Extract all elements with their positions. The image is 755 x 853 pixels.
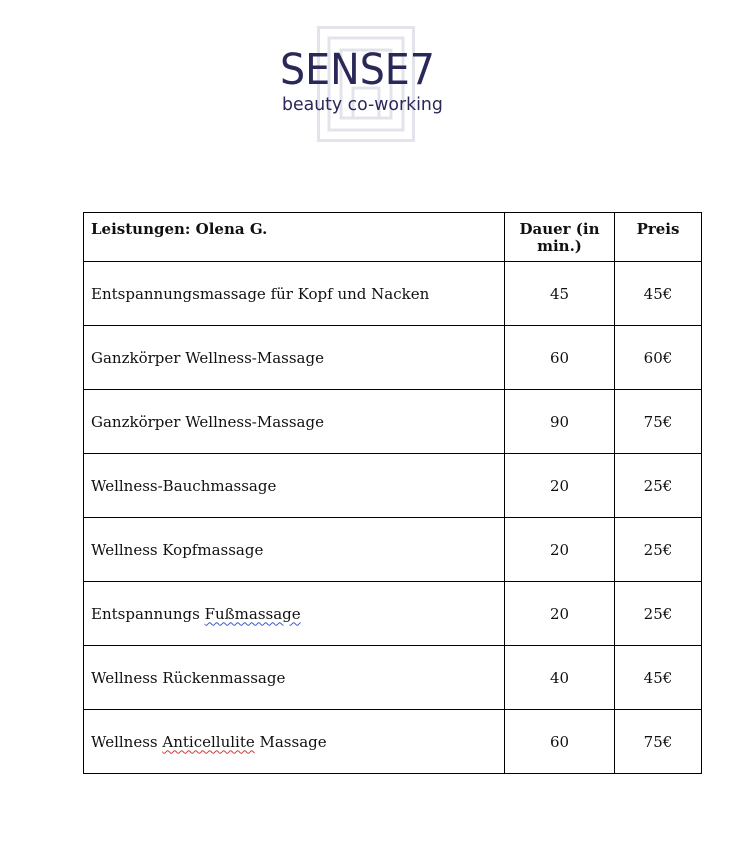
service-name-part: Wellness [91,732,163,751]
service-cell [84,454,505,518]
table-row [84,518,702,582]
service-name: Ganzkörper Wellness-Massage [91,412,324,431]
price-cell: 25€ [615,454,702,518]
table-row [84,326,702,390]
service-name: Wellness-Bauchmassage [91,476,277,495]
service-cell [84,390,505,454]
duration-cell: 45 [505,262,615,326]
service-name: Wellness Kopfmassage [91,540,264,559]
table-row [84,390,702,454]
price-cell: 75€ [615,710,702,774]
service-name: Wellness Rückenmassage [91,668,286,687]
table-row [84,646,702,710]
duration-cell: 40 [505,646,615,710]
service-cell [84,582,505,646]
service-cell [84,710,505,774]
duration-cell: 60 [505,710,615,774]
brand-logo [270,22,470,148]
price-cell: 25€ [615,582,702,646]
price-cell: 75€ [615,390,702,454]
duration-cell: 20 [505,454,615,518]
services-price-table [83,212,702,774]
service-name: Ganzkörper Wellness-Massage [91,348,324,367]
service-name-part: Entspannungs [91,604,205,623]
service-cell [84,262,505,326]
service-cell [84,326,505,390]
table-row [84,582,702,646]
table-header-row [84,213,702,262]
price-cell: 60€ [615,326,702,390]
service-cell [84,518,505,582]
duration-cell: 20 [505,518,615,582]
price-cell: 45€ [615,262,702,326]
price-cell: 25€ [615,518,702,582]
table-row [84,454,702,518]
service-name: Entspannungsmassage für Kopf und Nacken [91,284,430,303]
table-row [84,710,702,774]
duration-cell: 60 [505,326,615,390]
duration-cell: 90 [505,390,615,454]
price-cell: 45€ [615,646,702,710]
header-service: Leistungen: Olena G. [84,213,505,262]
duration-cell: 20 [505,582,615,646]
service-name-part: Massage [254,732,327,751]
table-row [84,262,702,326]
logo-tagline: beauty co-working [282,94,443,115]
service-name-part-flagged: Anticellulite [162,732,255,751]
header-price: Preis [615,213,702,262]
service-cell [84,646,505,710]
service-name-part-flagged: Fußmassage [204,604,301,623]
logo-wordmark: SENSE7 [280,45,435,95]
header-duration: Dauer (in min.) [505,213,615,262]
